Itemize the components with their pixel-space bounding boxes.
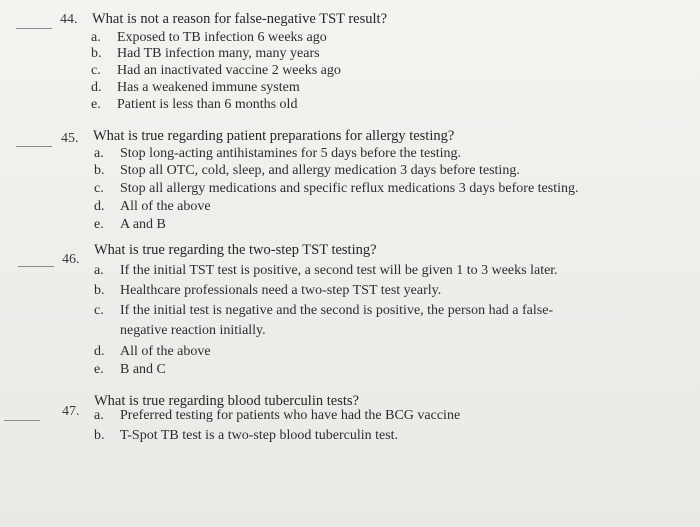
option-text: Has a weakened immune system [117, 80, 300, 95]
option-letter: b. [94, 283, 105, 298]
option-text: negative reaction initially. [120, 323, 266, 338]
option-letter: e. [91, 97, 101, 112]
option-letter: e. [94, 217, 104, 232]
option-letter: a. [94, 408, 104, 423]
option-text: B and C [120, 362, 166, 377]
question-text: What is true regarding blood tuberculin tests? [94, 393, 359, 409]
option-text: Stop all allergy medications and specific reflux medications 3 days before testing. [120, 181, 579, 196]
option-letter: a. [91, 30, 101, 45]
option-text: Had TB infection many, many years [117, 46, 320, 61]
option-text: Patient is less than 6 months old [117, 97, 298, 112]
option-text: T-Spot TB test is a two-step blood tuberculin test. [120, 428, 399, 443]
answer-blank[interactable] [16, 28, 52, 29]
option-text: If the initial TST test is positive, a second test will be given 1 to 3 weeks later. [120, 263, 558, 278]
question-number: 46. [62, 252, 80, 267]
option-letter: b. [91, 46, 102, 61]
option-letter: b. [94, 428, 105, 443]
option-text: Healthcare professionals need a two-step TST test yearly. [120, 283, 442, 298]
option-text: Had an inactivated vaccine 2 weeks ago [117, 63, 341, 78]
question-number: 45. [61, 131, 79, 146]
option-text: A and B [120, 217, 166, 232]
option-text: All of the above [120, 344, 211, 359]
option-text: All of the above [120, 199, 211, 214]
option-letter: a. [94, 146, 104, 161]
option-text: Stop all OTC, cold, sleep, and allergy medication 3 days before testing. [120, 163, 520, 178]
question-text: What is true regarding the two-step TST testing? [94, 242, 377, 258]
option-letter: d. [94, 199, 105, 214]
option-text: Exposed to TB infection 6 weeks ago [117, 30, 327, 45]
option-letter: c. [94, 181, 104, 196]
option-letter: c. [94, 303, 104, 318]
option-letter: b. [94, 163, 105, 178]
option-text: If the initial test is negative and the second is positive, the person had a false- [120, 303, 554, 318]
answer-blank[interactable] [16, 146, 52, 147]
option-text: Preferred testing for patients who have had the BCG vaccine [120, 408, 461, 423]
question-number: 47. [62, 404, 80, 419]
answer-blank[interactable] [4, 420, 40, 421]
answer-blank[interactable] [18, 266, 54, 267]
option-letter: e. [94, 362, 104, 377]
option-letter: c. [91, 63, 101, 78]
question-text: What is true regarding patient preparations for allergy testing? [93, 128, 455, 144]
question-number: 44. [60, 12, 78, 27]
option-letter: d. [94, 344, 105, 359]
option-letter: a. [94, 263, 104, 278]
option-text: Stop long-acting antihistamines for 5 days before the testing. [120, 146, 461, 161]
question-text: What is not a reason for false-negative TST result? [92, 11, 388, 27]
option-letter: d. [91, 80, 102, 95]
